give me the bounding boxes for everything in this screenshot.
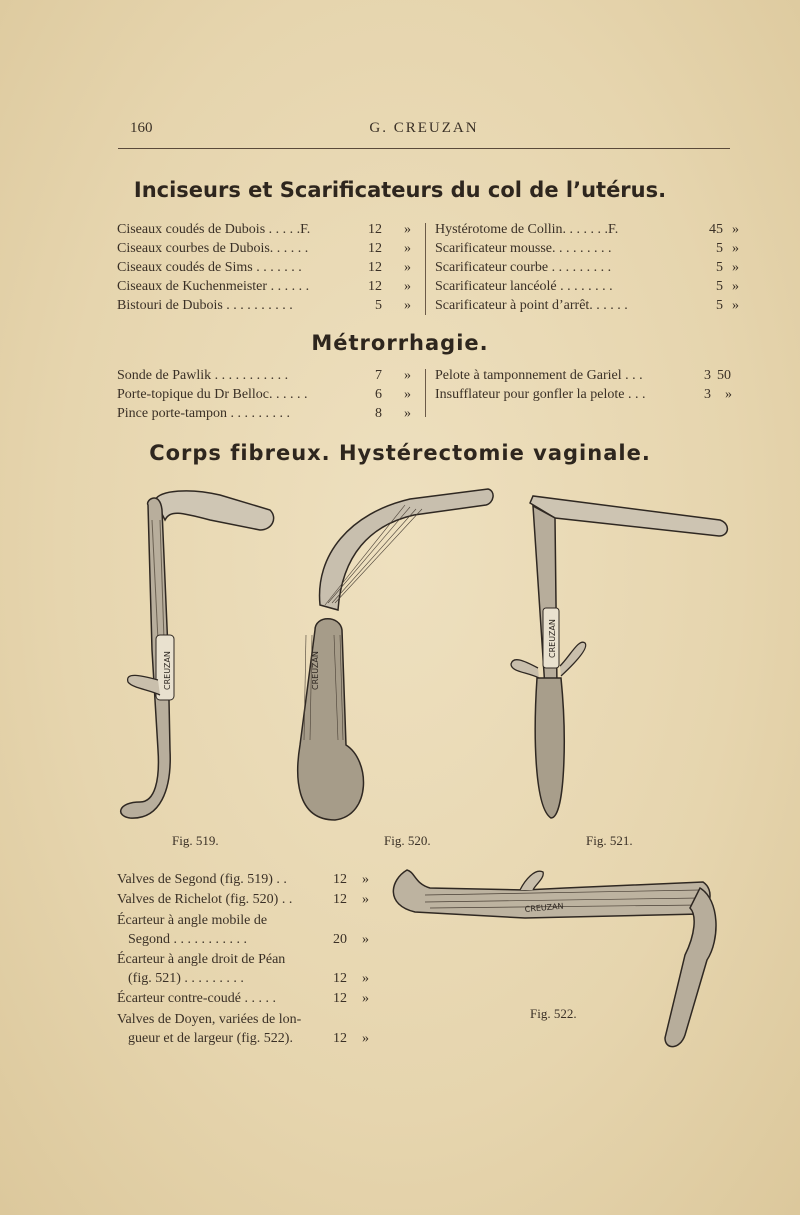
item-name: Pince porte-tampon . . . . . . . . . <box>117 406 291 421</box>
item-price: 5 <box>716 279 723 294</box>
item-unit: » <box>362 892 369 907</box>
item-name: Valves de Doyen, variées de lon- <box>117 1012 302 1027</box>
item-price: 3 <box>704 368 711 383</box>
item-name: Valves de Richelot (fig. 520) . . <box>117 892 293 907</box>
list-item <box>117 368 417 387</box>
item-unit: » <box>732 298 739 313</box>
item-name: Écarteur contre-coudé . . . . . <box>117 991 276 1006</box>
item-unit: » <box>732 260 739 275</box>
item-name: Écarteur à angle mobile de <box>117 913 268 928</box>
item-name-continued: gueur et de largeur (fig. 522). <box>128 1031 293 1046</box>
section-title-corps-fibreux: Corps fibreux. Hystérectomie vaginale. <box>149 441 651 465</box>
item-name: Ciseaux coudés de Dubois . . . . .F. <box>117 222 311 237</box>
figure-caption-521: Fig. 521. <box>586 833 633 848</box>
item-name: Scarificateur mousse. . . . . . . . . <box>435 241 612 256</box>
list-item <box>435 222 745 241</box>
list-item <box>435 298 745 317</box>
list-item <box>435 368 745 387</box>
item-price: 3 <box>704 387 711 402</box>
list-item <box>117 222 417 241</box>
item-unit: » <box>404 222 411 237</box>
header-rule <box>118 148 730 149</box>
list-item <box>435 279 745 298</box>
figure-caption-520: Fig. 520. <box>384 833 431 848</box>
item-name: Écarteur à angle droit de Péan <box>117 952 286 967</box>
item-unit: » <box>732 241 739 256</box>
item-unit: » <box>732 279 739 294</box>
list-item <box>117 892 382 912</box>
item-name: Hystérotome de Collin. . . . . . .F. <box>435 222 619 237</box>
item-price: 12 <box>368 279 382 294</box>
item-name: Scarificateur lancéolé . . . . . . . . <box>435 279 613 294</box>
page-header <box>118 118 730 144</box>
figure-522-valve-illustration <box>385 860 730 1055</box>
item-unit: » <box>404 260 411 275</box>
item-unit: » <box>404 241 411 256</box>
item-price: 12 <box>368 222 382 237</box>
item-name: Porte-topique du Dr Belloc. . . . . . <box>117 387 308 402</box>
engraving-label: CREUZAN <box>548 619 557 658</box>
engraving-label: CREUZAN <box>163 651 172 690</box>
list-item <box>117 406 417 425</box>
item-price: 12 <box>368 260 382 275</box>
figure-519-valve-illustration <box>100 480 290 830</box>
item-name-continued: (fig. 521) . . . . . . . . . <box>128 971 244 986</box>
item-price: 45 <box>709 222 723 237</box>
item-price: 20 <box>333 932 347 947</box>
page-number: 160 <box>130 120 153 136</box>
item-unit: » <box>404 298 411 313</box>
item-unit: » <box>404 387 411 402</box>
column-divider <box>425 223 426 315</box>
list-item <box>117 241 417 260</box>
item-name: Insufflateur pour gonfler la pelote . . . <box>435 387 646 402</box>
item-price: 12 <box>333 1031 347 1046</box>
item-unit: » <box>362 1031 369 1046</box>
item-price: 5 <box>716 298 723 313</box>
figure-521-retractor-illustration <box>505 488 735 833</box>
engraving-label: CREUZAN <box>524 901 564 914</box>
column-divider <box>425 369 426 417</box>
list-item <box>117 932 382 952</box>
figure-caption-522: Fig. 522. <box>530 1006 577 1021</box>
item-unit: » <box>362 932 369 947</box>
item-name: Ciseaux de Kuchenmeister . . . . . . <box>117 279 310 294</box>
item-price: 8 <box>375 406 382 421</box>
item-unit: » <box>725 387 732 402</box>
list-item <box>117 1012 382 1032</box>
list-item <box>117 971 382 991</box>
section-title-metrorrhagie: Métrorrhagie. <box>311 331 489 355</box>
item-price: 5 <box>716 260 723 275</box>
engraving-label: CREUZAN <box>311 651 320 690</box>
item-name: Ciseaux coudés de Sims . . . . . . . <box>117 260 302 275</box>
item-price: 5 <box>716 241 723 256</box>
item-name: Ciseaux courbes de Dubois. . . . . . <box>117 241 309 256</box>
list-item <box>117 279 417 298</box>
item-price: 12 <box>333 991 347 1006</box>
item-price: 7 <box>375 368 382 383</box>
list-item <box>117 872 382 892</box>
item-name: Pelote à tamponnement de Gariel . . . <box>435 368 643 383</box>
figure-caption-519: Fig. 519. <box>172 833 219 848</box>
list-item <box>117 260 417 279</box>
list-item <box>117 1031 382 1051</box>
item-price: 5 <box>375 298 382 313</box>
item-unit: » <box>362 971 369 986</box>
item-unit: » <box>404 368 411 383</box>
section-title-inciseurs: Inciseurs et Scarificateurs du col de l’utérus. <box>133 178 667 202</box>
list-item <box>117 991 382 1011</box>
item-unit: » <box>404 279 411 294</box>
item-unit: » <box>732 222 739 237</box>
item-unit: 50 <box>717 368 731 383</box>
list-item <box>435 260 745 279</box>
item-name: Scarificateur courbe . . . . . . . . . <box>435 260 612 275</box>
list-item <box>117 952 382 972</box>
item-unit: » <box>362 991 369 1006</box>
list-item <box>117 913 382 933</box>
item-unit: » <box>404 406 411 421</box>
list-item <box>435 241 745 260</box>
running-head: G. CREUZAN <box>369 120 479 136</box>
list-item <box>117 298 417 317</box>
item-price: 6 <box>375 387 382 402</box>
item-price: 12 <box>333 872 347 887</box>
item-price: 12 <box>368 241 382 256</box>
item-price: 12 <box>333 892 347 907</box>
item-name-continued: Segond . . . . . . . . . . . <box>128 932 247 947</box>
item-unit: » <box>362 872 369 887</box>
item-name: Valves de Segond (fig. 519) . . <box>117 872 287 887</box>
list-item <box>435 387 745 406</box>
item-name: Sonde de Pawlik . . . . . . . . . . . <box>117 368 289 383</box>
list-item <box>117 387 417 406</box>
item-name: Scarificateur à point d’arrêt. . . . . . <box>435 298 628 313</box>
figure-520-valve-illustration <box>290 485 500 830</box>
item-name: Bistouri de Dubois . . . . . . . . . . <box>117 298 293 313</box>
item-price: 12 <box>333 971 347 986</box>
